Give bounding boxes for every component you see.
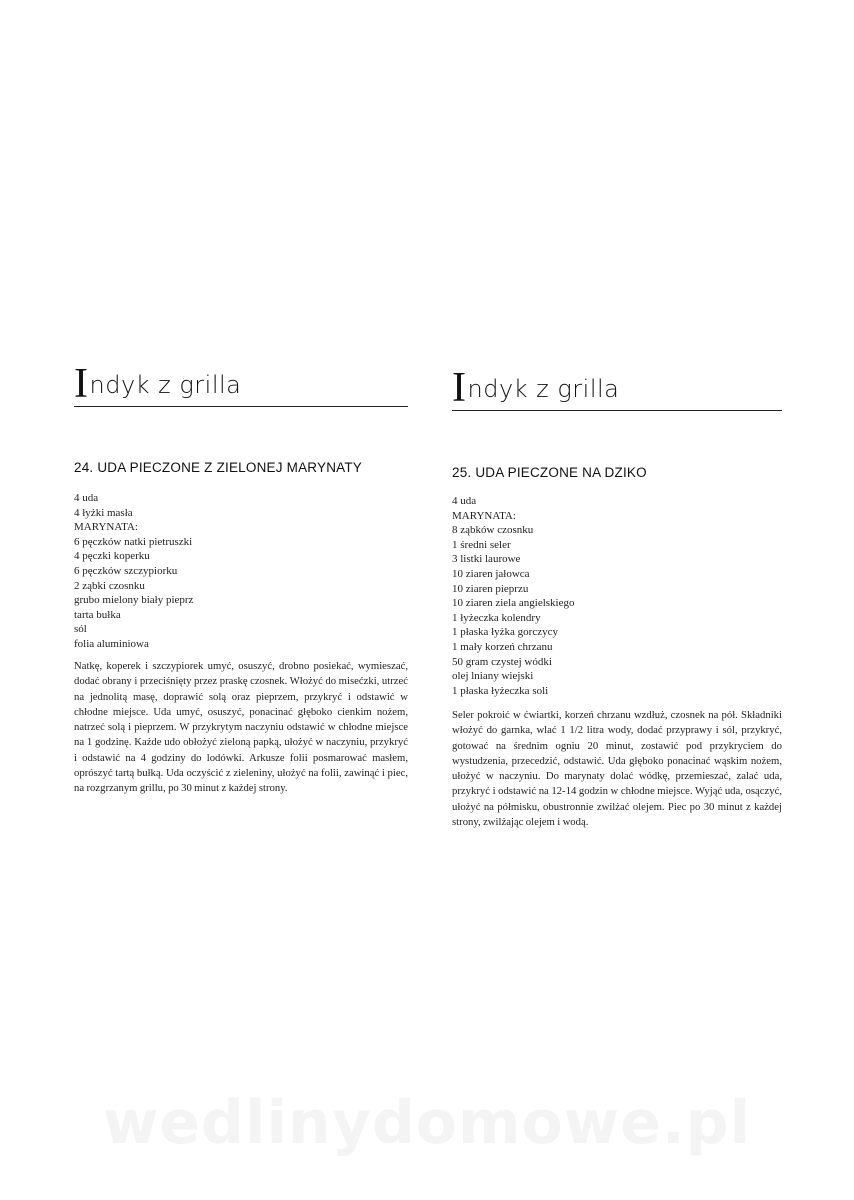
ingredient-item: 50 gram czystej wódki bbox=[452, 655, 552, 668]
ingredient-item: 6 pęczków szczypiorku bbox=[74, 564, 178, 577]
ingredient-item: 4 pęczki koperku bbox=[74, 550, 150, 563]
ingredient-item: 10 ziaren jałowca bbox=[452, 567, 530, 580]
ingredient-item: 3 listki laurowe bbox=[452, 553, 521, 566]
page-header bbox=[452, 366, 782, 411]
ingredient-item: 1 mały korzeń chrzanu bbox=[452, 640, 553, 653]
ingredient-item: 6 pęczków natki pietruszki bbox=[74, 535, 193, 548]
ingredient-item: 2 ząbki czosnku bbox=[74, 579, 145, 592]
ingredient-item: 10 ziaren ziela angielskiego bbox=[452, 597, 575, 610]
ingredient-item: olej lniany wiejski bbox=[452, 670, 534, 683]
ingredient-item: 4 uda bbox=[74, 492, 99, 504]
ingredient-item: 1 średni seler bbox=[452, 538, 511, 551]
watermark: wedlinydomowe.pl bbox=[102, 1088, 752, 1158]
chapter-title-initial: I bbox=[74, 361, 89, 407]
ingredient-item: MARYNATA: bbox=[452, 509, 516, 522]
ingredient-item: 10 ziaren pieprzu bbox=[452, 582, 529, 595]
recipe-title: 25. UDA PIECZONE NA DZIKO bbox=[452, 465, 647, 480]
ingredient-item: 1 łyżeczka kolendry bbox=[452, 611, 541, 624]
chapter-title-initial: I bbox=[452, 365, 467, 411]
ingredient-item: sól bbox=[74, 623, 87, 636]
ingredient-item: tarta bułka bbox=[74, 608, 121, 621]
method-paragraph: Seler pokroić w ćwiartki, korzeń chrzanu wzdłuż, czosnek na pół. Składniki włożyć do garnka, wlać 1 1/2 litra wody, dodać przyprawy i sól, przykryć, gotować na średnim ogniu 20 minut, zostawić pod przykryciem do wystudzenia, przecedzić, odstawić. Uda głęboko ponacinać wąskim nożem, ułożyć w naczyniu. Do marynaty dolać wódkę, przemieszać, zalać uda, przykryć i odstawić na 12-14 godzin w chłodne miejsce. Wyjąć uda, osączyć, ułożyć na półmisku, obustronnie zwilżać olejem. Piec po 30 minut z każdej strony, zwilżając olejem i wodą. bbox=[452, 709, 782, 829]
page-header bbox=[74, 362, 408, 407]
ingredient-item: MARYNATA: bbox=[74, 521, 138, 534]
chapter-title bbox=[74, 363, 241, 405]
ingredient-item: 4 uda bbox=[452, 495, 477, 507]
ingredient-item: 1 płaska łyżka gorczycy bbox=[452, 626, 558, 639]
ingredient-item: 1 płaska łyżeczka soli bbox=[452, 684, 549, 697]
ingredient-item: folia aluminiowa bbox=[74, 637, 149, 650]
chapter-title-text: ndyk z grilla bbox=[89, 371, 242, 399]
ingredient-item: 4 łyżki masła bbox=[74, 506, 133, 519]
ingredient-item: grubo mielony biały pieprz bbox=[74, 594, 194, 607]
chapter-title bbox=[452, 367, 619, 409]
method-paragraph: Natkę, koperek i szczypiorek umyć, osuszyć, drobno posiekać, wymieszać, dodać obrany i przeciśnięty przez praskę czosnek. Włożyć do misećzki, utrzeć na jednolitą masę, doprawić solą oraz pieprzem, przykryć i odstawić w chłodne miejsce. Uda umyć, osuszyć, ponacinać głęboko cienkim nożem, natrzeć solą i pieprzem. W przykrytym naczyniu odstawić w chłodne miejsce na 1 godzinę. Każde udo obłożyć zieloną papką, ułożyć w naczyniu, przykryć i odstawić na 4 godziny do lodówki. Arkusze folii posmarować masłem, oprószyć tartą bułką. Uda oczyścić z zieleniny, ułożyć na folii, zawinąć i piec, na rozgrzanym grillu, po 30 minut z każdej strony. bbox=[74, 660, 408, 795]
ingredient-list bbox=[452, 494, 782, 698]
recipe-title: 24. UDA PIECZONE Z ZIELONEJ MARYNATY bbox=[74, 460, 363, 475]
chapter-title-text: ndyk z grilla bbox=[467, 375, 620, 403]
ingredient-item: 8 ząbków czosnku bbox=[452, 524, 534, 537]
ingredient-list bbox=[74, 491, 408, 652]
